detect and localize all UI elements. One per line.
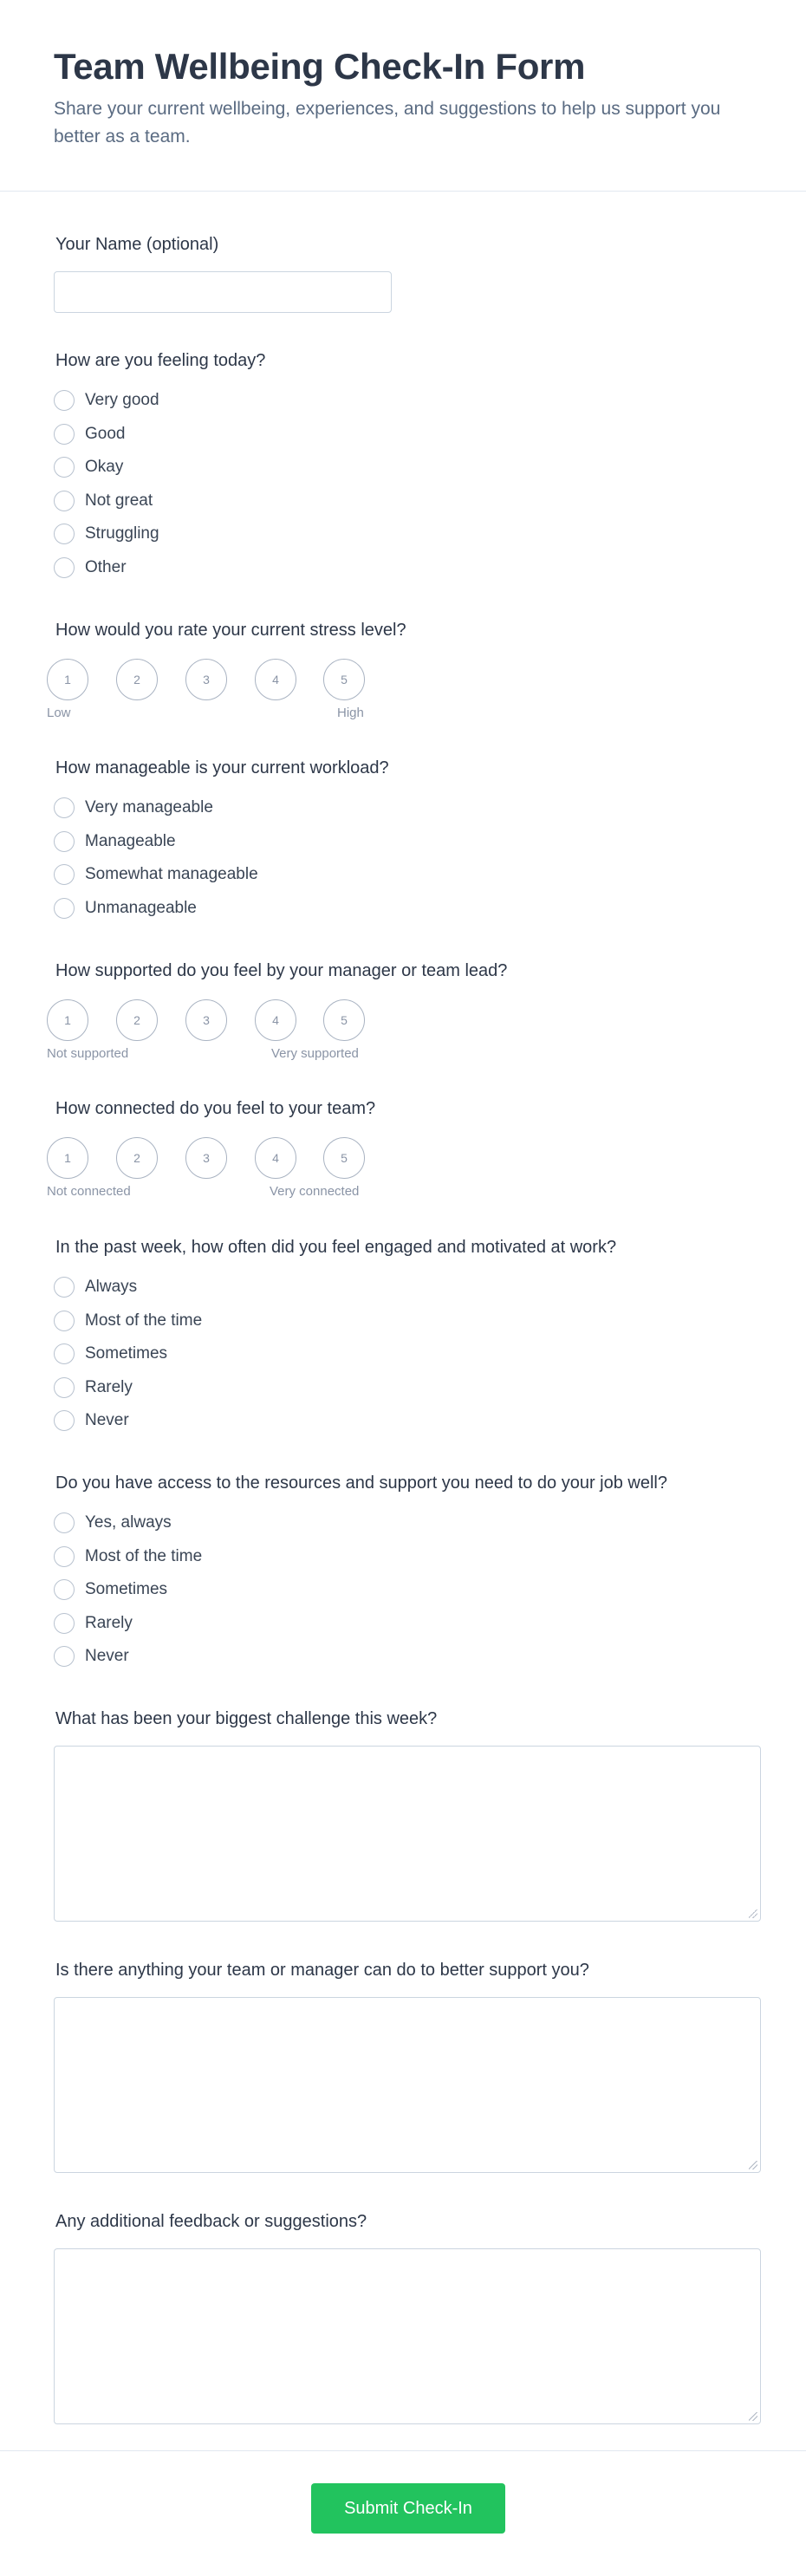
checkin-form <box>0 192 806 2427</box>
engaged-label: In the past week, how often did you feel engaged and motivated at work? <box>55 1238 617 1257</box>
form-footer <box>0 2450 806 2576</box>
radio-label: Yes, always <box>85 1513 172 1532</box>
connected-scale-labels <box>47 1184 752 1201</box>
support-scale-5[interactable]: 5 <box>323 999 365 1041</box>
page-subtitle: Share your current wellbeing, experiences, and suggestions to help us support you better as a team. <box>54 99 721 146</box>
resources-option-rarely[interactable] <box>54 1607 752 1641</box>
workload-option-unmanageable[interactable] <box>54 892 752 926</box>
connected-field <box>47 1097 752 1236</box>
workload-option-very-manageable[interactable] <box>54 791 752 825</box>
radio-button[interactable] <box>54 524 75 544</box>
better-support-textarea[interactable] <box>54 1997 761 2173</box>
radio-label: Sometimes <box>85 1580 168 1599</box>
name-label: Your Name (optional) <box>55 235 219 254</box>
resize-grip-icon[interactable] <box>749 2161 757 2169</box>
feeling-option-not-great[interactable] <box>54 485 752 518</box>
resources-options <box>54 1506 752 1674</box>
radio-label: Never <box>85 1647 129 1666</box>
feeling-option-struggling[interactable] <box>54 517 752 551</box>
radio-button[interactable] <box>54 864 75 885</box>
stress-high-label: High <box>337 706 364 720</box>
resources-label: Do you have access to the resources and support you need to do your job well? <box>55 1473 667 1493</box>
stress-scale-5[interactable]: 5 <box>323 659 365 700</box>
better-support-field <box>54 1959 752 2210</box>
stress-scale-labels <box>47 706 752 723</box>
support-scale <box>54 999 752 1041</box>
connected-scale-1[interactable]: 1 <box>47 1137 88 1179</box>
connected-low-label: Not connected <box>47 1184 131 1199</box>
radio-button[interactable] <box>54 1613 75 1634</box>
radio-button[interactable] <box>54 898 75 919</box>
radio-label: Rarely <box>85 1377 133 1396</box>
workload-label: How manageable is your current workload? <box>55 758 389 777</box>
engaged-option-always[interactable] <box>54 1271 752 1304</box>
submit-button[interactable]: Submit Check-In <box>311 2483 505 2534</box>
page-title: Team Wellbeing Check-In Form <box>54 46 586 87</box>
radio-button[interactable] <box>54 1512 75 1533</box>
feedback-textarea[interactable] <box>54 2248 761 2424</box>
workload-option-manageable[interactable] <box>54 825 752 859</box>
resources-field <box>54 1472 752 1708</box>
connected-scale-2[interactable]: 2 <box>116 1137 158 1179</box>
resources-option-never[interactable] <box>54 1640 752 1674</box>
support-label: How supported do you feel by your manager or team lead? <box>55 961 508 980</box>
radio-button[interactable] <box>54 1579 75 1600</box>
radio-button[interactable] <box>54 1311 75 1331</box>
radio-button[interactable] <box>54 1646 75 1667</box>
radio-button[interactable] <box>54 831 75 852</box>
form-header <box>0 0 806 192</box>
radio-label: Okay <box>85 458 124 477</box>
radio-button[interactable] <box>54 1343 75 1364</box>
support-scale-3[interactable]: 3 <box>185 999 227 1041</box>
engaged-field <box>54 1236 752 1472</box>
radio-label: Never <box>85 1411 129 1430</box>
connected-label: How connected do you feel to your team? <box>55 1099 376 1118</box>
resize-grip-icon[interactable] <box>749 2412 757 2421</box>
engaged-option-sometimes[interactable] <box>54 1337 752 1371</box>
feeling-option-okay[interactable] <box>54 451 752 485</box>
radio-label: Other <box>85 557 127 576</box>
resize-grip-icon[interactable] <box>749 1909 757 1918</box>
connected-scale-5[interactable]: 5 <box>323 1137 365 1179</box>
name-field <box>54 233 752 349</box>
feeling-option-other[interactable] <box>54 551 752 585</box>
radio-label: Most of the time <box>85 1546 203 1565</box>
support-scale-4[interactable]: 4 <box>255 999 296 1041</box>
challenge-field <box>54 1708 752 1959</box>
connected-scale <box>54 1137 752 1179</box>
workload-option-somewhat-manageable[interactable] <box>54 858 752 892</box>
radio-button[interactable] <box>54 557 75 578</box>
resources-option-sometimes[interactable] <box>54 1573 752 1607</box>
radio-label: Sometimes <box>85 1344 168 1363</box>
support-scale-labels <box>47 1046 752 1064</box>
radio-label: Rarely <box>85 1613 133 1632</box>
radio-label: Very manageable <box>85 798 213 817</box>
radio-button[interactable] <box>54 491 75 511</box>
radio-label: Always <box>85 1278 138 1297</box>
stress-scale-2[interactable]: 2 <box>116 659 158 700</box>
support-scale-1[interactable]: 1 <box>47 999 88 1041</box>
radio-button[interactable] <box>54 424 75 445</box>
feedback-label: Any additional feedback or suggestions? <box>55 2212 367 2231</box>
radio-label: Most of the time <box>85 1311 203 1330</box>
engaged-options <box>54 1271 752 1438</box>
radio-label: Unmanageable <box>85 898 197 917</box>
engaged-option-never[interactable] <box>54 1404 752 1438</box>
support-scale-2[interactable]: 2 <box>116 999 158 1041</box>
support-field <box>47 959 752 1097</box>
stress-low-label: Low <box>47 706 71 720</box>
radio-label: Somewhat manageable <box>85 865 258 884</box>
feeling-field <box>54 349 752 619</box>
feeling-option-very-good[interactable] <box>54 384 752 418</box>
radio-button[interactable] <box>54 1410 75 1431</box>
connected-scale-4[interactable]: 4 <box>255 1137 296 1179</box>
connected-scale-3[interactable]: 3 <box>185 1137 227 1179</box>
engaged-option-most-of-the-time[interactable] <box>54 1304 752 1338</box>
radio-button[interactable] <box>54 1277 75 1298</box>
feeling-option-good[interactable] <box>54 418 752 452</box>
radio-label: Manageable <box>85 831 176 850</box>
radio-button[interactable] <box>54 457 75 478</box>
radio-button[interactable] <box>54 1546 75 1567</box>
challenge-textarea[interactable] <box>54 1746 761 1922</box>
radio-button[interactable] <box>54 390 75 411</box>
support-low-label: Not supported <box>47 1046 129 1061</box>
better-support-label: Is there anything your team or manager can do to better support you? <box>55 1961 589 1980</box>
stress-scale-4[interactable]: 4 <box>255 659 296 700</box>
stress-scale-3[interactable]: 3 <box>185 659 227 700</box>
stress-scale <box>54 659 752 700</box>
radio-label: Struggling <box>85 524 159 543</box>
radio-label: Not great <box>85 491 153 510</box>
support-high-label: Very supported <box>271 1046 359 1061</box>
radio-label: Good <box>85 424 126 443</box>
feeling-options <box>54 384 752 584</box>
name-input[interactable] <box>54 271 392 313</box>
resources-option-yes-always[interactable] <box>54 1506 752 1540</box>
resources-option-most-of-the-time[interactable] <box>54 1540 752 1574</box>
challenge-label: What has been your biggest challenge this week? <box>55 1709 438 1728</box>
engaged-option-rarely[interactable] <box>54 1371 752 1405</box>
radio-button[interactable] <box>54 797 75 818</box>
connected-high-label: Very connected <box>270 1184 360 1199</box>
feedback-field <box>54 2210 752 2427</box>
radio-button[interactable] <box>54 1377 75 1398</box>
stress-scale-1[interactable]: 1 <box>47 659 88 700</box>
radio-label: Very good <box>85 391 159 410</box>
workload-field <box>54 757 752 959</box>
workload-options <box>54 791 752 925</box>
stress-field <box>47 619 752 757</box>
stress-label: How would you rate your current stress level? <box>55 621 406 640</box>
feeling-label: How are you feeling today? <box>55 351 266 370</box>
